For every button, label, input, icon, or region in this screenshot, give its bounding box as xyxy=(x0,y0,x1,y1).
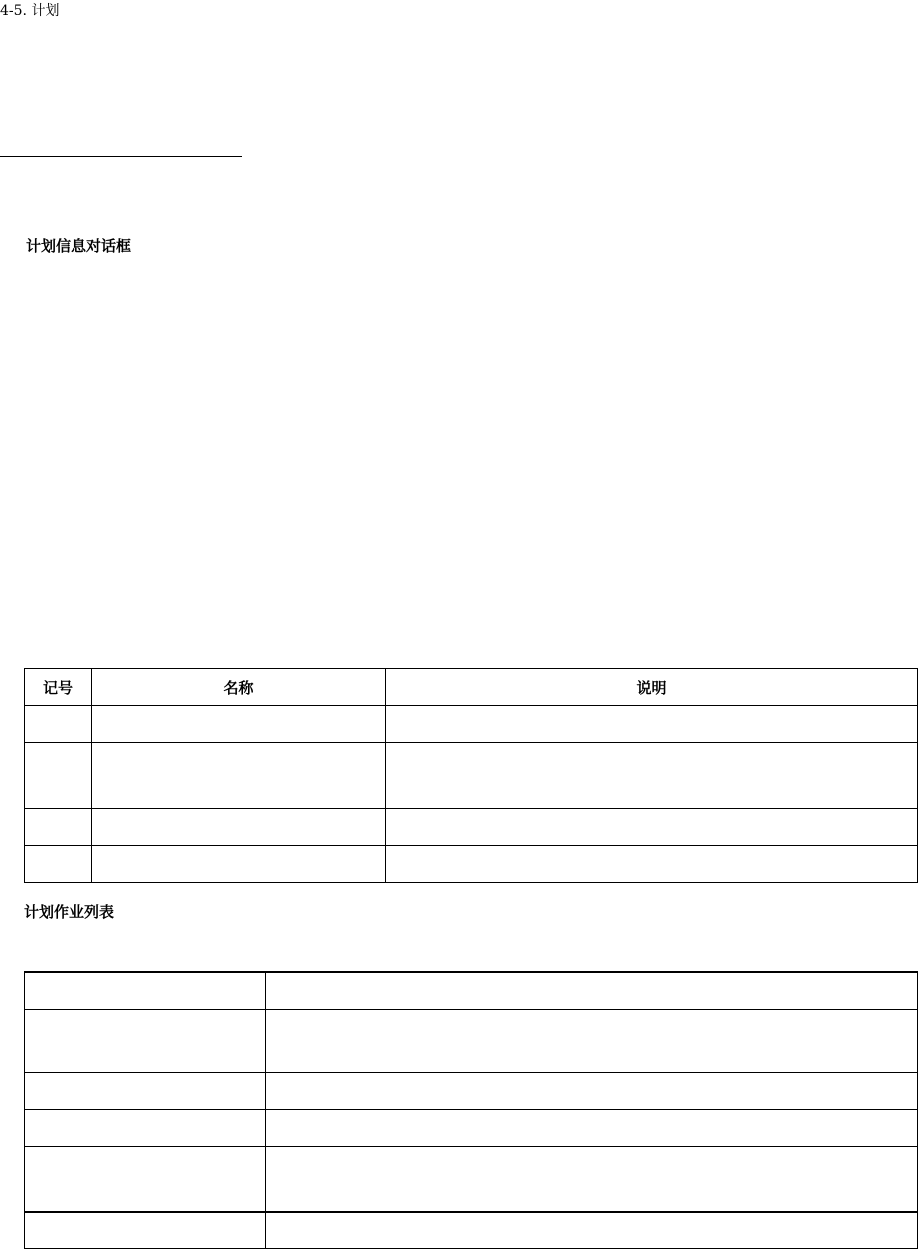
cell-name xyxy=(92,809,386,846)
job-list-caption: 计划作业列表 xyxy=(24,903,115,921)
cell-label xyxy=(25,1109,266,1146)
cell-description xyxy=(386,846,918,883)
cell-mark xyxy=(25,809,92,846)
job-table xyxy=(24,971,918,1249)
cell-value xyxy=(266,1212,918,1248)
cell-name xyxy=(92,743,386,809)
table-row xyxy=(25,1146,918,1212)
cell-label xyxy=(25,1009,266,1072)
table-row xyxy=(25,1009,918,1072)
dialog-caption: 计划信息对话框 xyxy=(26,237,132,255)
cell-description xyxy=(386,743,918,809)
cell-mark xyxy=(25,846,92,883)
info-table xyxy=(24,668,918,883)
table-row xyxy=(25,809,918,846)
cell-label xyxy=(25,1212,266,1248)
heading-rule xyxy=(0,156,242,157)
cell-value xyxy=(266,1072,918,1109)
header-name: 名称 xyxy=(92,669,386,706)
info-table-header-row xyxy=(25,669,918,706)
table-row xyxy=(25,743,918,809)
header-mark: 记号 xyxy=(25,669,92,706)
cell-mark xyxy=(25,743,92,809)
cell-name xyxy=(92,706,386,743)
cell-description xyxy=(386,809,918,846)
cell-label xyxy=(25,1146,266,1212)
cell-label xyxy=(25,1072,266,1109)
cell-value xyxy=(266,972,918,1009)
cell-description xyxy=(386,706,918,743)
cell-value xyxy=(266,1009,918,1072)
table-row xyxy=(25,1212,918,1248)
table-row xyxy=(25,846,918,883)
header-description: 说明 xyxy=(386,669,918,706)
section-heading: 4-5. 计划 xyxy=(0,3,60,19)
cell-value xyxy=(266,1146,918,1212)
table-row xyxy=(25,1072,918,1109)
table-row xyxy=(25,972,918,1009)
table-row xyxy=(25,706,918,743)
cell-label xyxy=(25,972,266,1009)
table-row xyxy=(25,1109,918,1146)
cell-value xyxy=(266,1109,918,1146)
cell-name xyxy=(92,846,386,883)
cell-mark xyxy=(25,706,92,743)
